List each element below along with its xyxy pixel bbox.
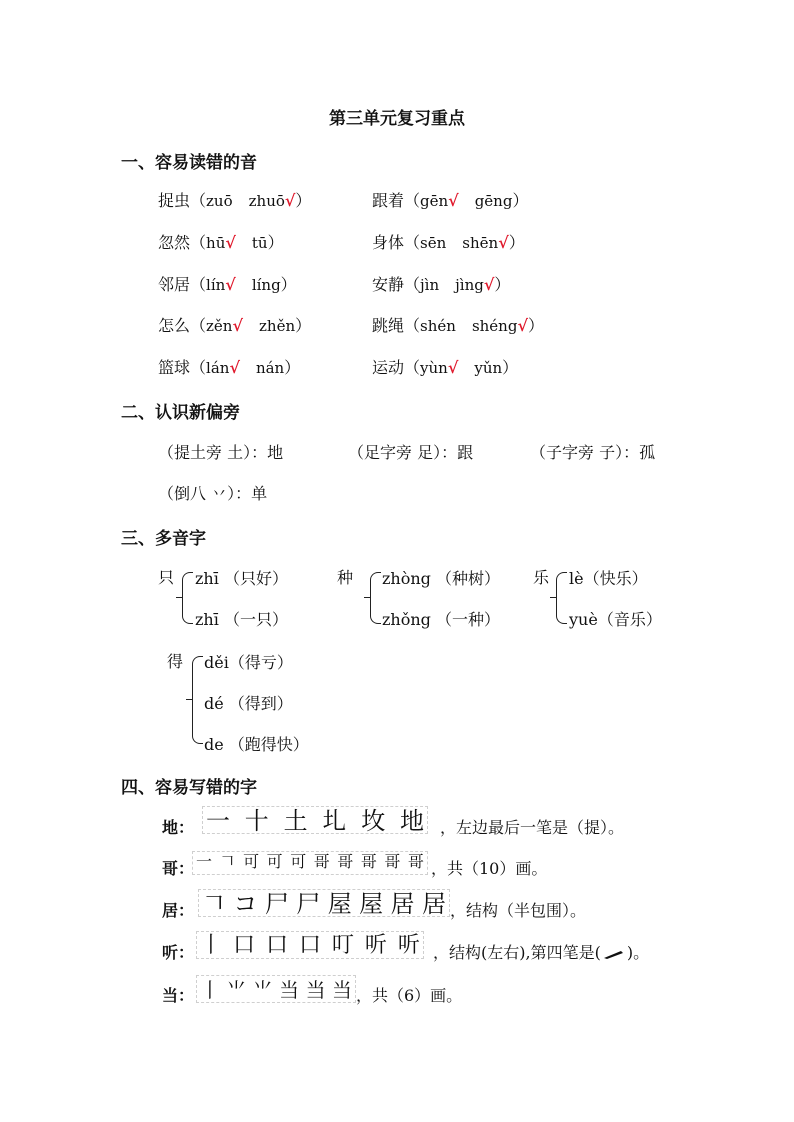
stroke-step: 可 xyxy=(266,852,283,871)
correct-check-mark: √ xyxy=(448,191,459,210)
reading-item xyxy=(372,313,544,336)
stroke-step: 居 xyxy=(390,890,415,917)
radical-item-3: （子字旁 子）：孤 xyxy=(530,443,656,462)
paren-open: （ xyxy=(190,191,207,210)
stroke-step: ⺌ xyxy=(226,978,247,1002)
pinyin-option-b: tū xyxy=(251,234,268,252)
stroke-step: 可 xyxy=(290,852,307,871)
pinyin-option-b: zhuō xyxy=(248,192,285,210)
reading-word: 跟着 xyxy=(372,191,405,210)
paren-close: ） xyxy=(267,233,284,252)
stroke-step: 圠 xyxy=(322,807,347,834)
polyphone-reading: lè（快乐） xyxy=(569,569,648,588)
stroke-step: コ xyxy=(233,890,258,917)
pinyin-option-a: shén xyxy=(420,317,456,335)
reading-word: 运动 xyxy=(372,358,405,377)
reading-item xyxy=(158,272,297,295)
paren-open: （ xyxy=(404,316,421,335)
stroke-step: 地 xyxy=(399,807,424,834)
stroke-step: 丨 xyxy=(200,978,220,1002)
polyphone-reading: yuè（音乐） xyxy=(569,610,662,629)
char-label-dang: 当： xyxy=(162,986,195,1005)
reading-item xyxy=(372,355,518,378)
polyphone-char-de: 得 xyxy=(167,652,184,671)
note-ge: ，共（10）画。 xyxy=(431,859,548,878)
reading-item xyxy=(158,355,300,378)
pinyin-option-b: nán xyxy=(255,359,285,377)
stroke-step: 十 xyxy=(244,807,269,834)
stroke-step: ⺌ xyxy=(252,978,273,1002)
paren-close: ） xyxy=(284,358,301,377)
reading-item xyxy=(158,313,311,336)
reading-word: 篮球 xyxy=(158,358,191,377)
brace-tip-de xyxy=(186,699,192,700)
stroke-step: 屋 xyxy=(327,890,352,917)
pinyin-option-b: shēn xyxy=(462,234,499,252)
polyphone-reading: děi（得亏） xyxy=(204,653,293,672)
rising-stroke-icon xyxy=(601,947,627,961)
paren-close: ） xyxy=(295,316,312,335)
stroke-step: 哥 xyxy=(384,852,401,871)
stroke-step: 尸 xyxy=(264,890,289,917)
reading-word: 跳绳 xyxy=(372,316,405,335)
stroke-step: 一 xyxy=(196,852,213,871)
reading-word: 安静 xyxy=(372,275,405,294)
brace-zhong xyxy=(370,572,381,624)
stroke-order-dang xyxy=(196,975,356,1003)
brace-le xyxy=(556,572,567,624)
stroke-step: 当 xyxy=(331,978,352,1002)
paren-open: （ xyxy=(190,316,207,335)
paren-close: ） xyxy=(512,191,529,210)
stroke-step: 叮 xyxy=(331,933,354,958)
polyphone-reading: zhī （一只） xyxy=(195,610,288,629)
pinyin-option-b: líng xyxy=(251,276,281,294)
stroke-step: 居 xyxy=(421,890,446,917)
reading-word: 身体 xyxy=(372,233,405,252)
correct-check-mark: √ xyxy=(498,233,509,252)
radical-item-2: （足字旁 足）：跟 xyxy=(348,443,474,462)
char-label-ting: 听： xyxy=(162,943,195,962)
paren-close: ） xyxy=(527,316,544,335)
correct-check-mark: √ xyxy=(483,275,495,294)
stroke-step: 当 xyxy=(305,978,326,1002)
note-dang: ，共（6）画。 xyxy=(356,986,463,1005)
reading-item xyxy=(372,272,510,295)
pinyin-option-a: lín xyxy=(206,276,226,294)
char-label-ge: 哥： xyxy=(162,859,195,878)
brace-de xyxy=(192,656,203,744)
section-heading-3: 三、多音字 xyxy=(121,529,206,549)
stroke-step: 坆 xyxy=(361,807,386,834)
pinyin-option-b: gēng xyxy=(474,192,513,210)
pinyin-option-a: zuō xyxy=(206,192,233,210)
polyphone-reading: zhòng （种树） xyxy=(382,569,501,588)
stroke-step: 𠃍 xyxy=(202,890,226,917)
polyphone-reading: zhǒng （一种） xyxy=(382,610,501,629)
brace-tip-le xyxy=(550,597,556,598)
correct-check-mark: √ xyxy=(517,316,528,335)
note-ting xyxy=(433,940,649,963)
note-ting-text: ，结构(左右),第四笔是( xyxy=(433,943,601,962)
pinyin-option-a: sēn xyxy=(420,234,447,252)
reading-item xyxy=(158,188,311,211)
paren-close: ） xyxy=(280,275,297,294)
section-heading-1: 一、容易读错的音 xyxy=(121,153,257,173)
stroke-step: 口 xyxy=(232,933,255,958)
paren-open: （ xyxy=(404,275,421,294)
brace-tip-zhi xyxy=(176,597,182,598)
paren-open: （ xyxy=(190,233,207,252)
pinyin-option-a: yùn xyxy=(420,359,448,377)
correct-check-mark: √ xyxy=(284,191,296,210)
radical-item-4: （倒八 丷）：单 xyxy=(158,484,268,503)
stroke-step: 尸 xyxy=(296,890,321,917)
stroke-step: 𠃍 xyxy=(219,852,236,871)
stroke-step: 丨 xyxy=(200,933,223,958)
note-di: ，左边最后一笔是（提）。 xyxy=(440,818,625,837)
section-heading-4: 四、容易写错的字 xyxy=(121,778,257,798)
stroke-step: 听 xyxy=(364,933,387,958)
stroke-step: 口 xyxy=(265,933,288,958)
reading-word: 邻居 xyxy=(158,275,191,294)
paren-open: （ xyxy=(404,358,421,377)
page-title: 第三单元复习重点 xyxy=(329,109,465,129)
polyphone-char-le: 乐 xyxy=(533,568,550,587)
pinyin-option-a: jìn xyxy=(420,276,440,294)
stroke-order-ju xyxy=(198,889,450,917)
correct-check-mark: √ xyxy=(229,358,240,377)
reading-item xyxy=(372,188,528,211)
pinyin-option-b: zhěn xyxy=(259,317,296,335)
polyphone-char-zhong: 种 xyxy=(337,568,354,587)
paren-open: （ xyxy=(404,233,421,252)
pinyin-option-b: shéng xyxy=(471,317,518,335)
note-ju: ，结构（半包围）。 xyxy=(450,901,587,920)
paren-open: （ xyxy=(404,191,421,210)
paren-close: ） xyxy=(508,233,525,252)
polyphone-char-zhi: 只 xyxy=(158,568,175,587)
pinyin-option-b: jìng xyxy=(455,276,484,294)
paren-close: ） xyxy=(295,191,312,210)
paren-open: （ xyxy=(190,275,207,294)
reading-word: 怎么 xyxy=(158,316,191,335)
paren-open: （ xyxy=(190,358,207,377)
stroke-step: 可 xyxy=(243,852,260,871)
correct-check-mark: √ xyxy=(232,316,243,335)
stroke-step: 哥 xyxy=(337,852,354,871)
correct-check-mark: √ xyxy=(447,358,459,377)
stroke-order-ge xyxy=(192,851,428,875)
stroke-step: 听 xyxy=(397,933,420,958)
section-heading-2: 二、认识新偏旁 xyxy=(121,403,240,423)
stroke-step: 屋 xyxy=(359,890,384,917)
correct-check-mark: √ xyxy=(225,233,236,252)
reading-item xyxy=(158,230,284,253)
brace-tip-zhong xyxy=(364,597,370,598)
radical-item-1: （提土旁 土）：地 xyxy=(158,443,284,462)
stroke-step: 口 xyxy=(298,933,321,958)
reading-item xyxy=(372,230,525,253)
stroke-step: 当 xyxy=(279,978,300,1002)
paren-close: ） xyxy=(494,275,511,294)
pinyin-option-a: gēn xyxy=(420,192,449,210)
pinyin-option-b: yǔn xyxy=(474,359,503,377)
polyphone-reading: de （跑得快） xyxy=(204,735,309,754)
reading-word: 捉虫 xyxy=(158,191,191,210)
correct-check-mark: √ xyxy=(225,275,236,294)
pinyin-option-a: hū xyxy=(206,234,226,252)
stroke-order-ting xyxy=(196,931,424,959)
stroke-step: 一 xyxy=(206,807,230,834)
pinyin-option-a: lán xyxy=(206,359,230,377)
note-ting-end: )。 xyxy=(626,943,650,962)
char-label-ju: 居： xyxy=(162,901,195,920)
polyphone-reading: dé （得到） xyxy=(204,694,293,713)
paren-close: ） xyxy=(502,358,519,377)
stroke-step: 哥 xyxy=(407,852,424,871)
stroke-order-di xyxy=(202,806,428,834)
stroke-step: 哥 xyxy=(360,852,377,871)
char-label-di: 地： xyxy=(162,818,195,837)
stroke-step: 哥 xyxy=(313,852,330,871)
reading-word: 忽然 xyxy=(158,233,191,252)
pinyin-option-a: zěn xyxy=(206,317,233,335)
stroke-step: 土 xyxy=(283,807,308,834)
brace-zhi xyxy=(182,572,193,624)
polyphone-reading: zhī （只好） xyxy=(195,569,288,588)
